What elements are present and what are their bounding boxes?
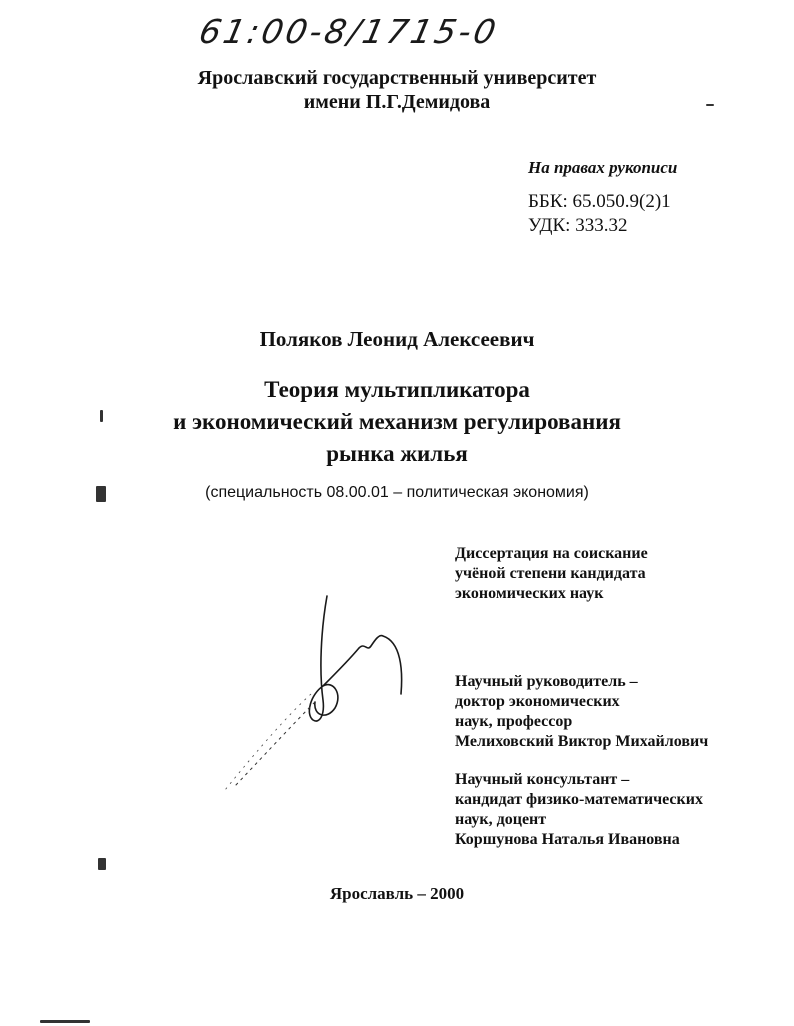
title-line-3: рынка жилья [326,441,468,466]
consultant-line-1: Научный консультант – [455,771,630,788]
supervisor-block [455,672,708,752]
degree-block [455,544,648,604]
degree-line-1: Диссертация на соискание [455,545,648,562]
consultant-name: Коршунова Наталья Ивановна [455,831,680,848]
author-signature [215,590,415,800]
supervisor-name: Мелиховский Виктор Михайлович [455,733,709,750]
classification-codes [528,190,671,238]
degree-line-2: учёной степени кандидата [455,565,646,582]
scan-mark [706,104,714,106]
consultant-block [455,770,703,850]
university-dedication: имени П.Г.Демидова [303,91,491,113]
supervisor-line-3: наук, профессор [455,713,573,730]
city-year: Ярославль – 2000 [329,884,465,903]
university-header [0,66,794,114]
udk-code: УДК: 333.32 [528,215,628,236]
title-line-2: и экономический механизм регулирования [173,409,621,434]
scan-mark [40,1020,90,1023]
title-line-1: Теория мультипликатора [264,377,530,402]
consultant-line-3: наук, доцент [455,811,547,828]
dissertation-title [0,374,794,470]
specialty-line: (специальность 08.00.01 – политическая экономия) [205,484,589,501]
author-name: Поляков Леонид Алексеевич [259,327,535,351]
scan-mark [100,410,103,422]
degree-line-3: экономических наук [455,585,604,602]
handwritten-archive-code: 61:00-8/1715-0 [195,12,503,51]
consultant-line-2: кандидат физико-математических [455,791,703,808]
supervisor-line-2: доктор экономических [455,693,620,710]
university-name: Ярославский государственный университет [197,67,597,89]
bbk-code: ББК: 65.050.9(2)1 [528,191,671,212]
manuscript-note: На правах рукописи [528,158,678,177]
scan-mark [98,858,106,870]
supervisor-line-1: Научный руководитель – [455,673,638,690]
scan-mark [96,486,106,502]
